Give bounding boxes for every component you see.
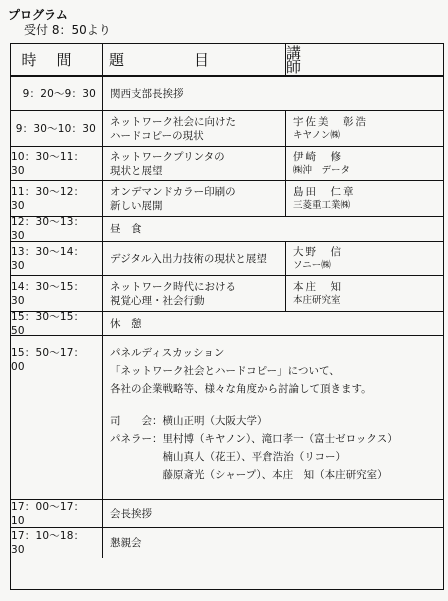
- session-time: 13：30～14：30: [11, 242, 103, 275]
- schedule-row: [11, 181, 443, 217]
- topic-line: ネットワーク社会に向けた: [110, 115, 236, 128]
- session-time: 15：30～15：50: [11, 312, 103, 335]
- speaker-affiliation: 三菱重工業㈱: [293, 199, 351, 211]
- schedule-row: [11, 242, 443, 276]
- schedule-row: [11, 147, 443, 181]
- session-topic: [103, 181, 286, 216]
- speaker-name: 大野 信: [293, 245, 343, 258]
- session-time: 15：50～17：00: [11, 336, 103, 499]
- session-time: 17：00～17：10: [11, 500, 103, 527]
- session-topic: [103, 147, 286, 180]
- speaker-name: 宇佐美 彰浩: [293, 115, 368, 128]
- schedule-row: [11, 312, 443, 336]
- panel-line: 司 会：横山正明（大阪大学）: [110, 415, 268, 427]
- speaker-affiliation: ソニー㈱: [293, 259, 331, 271]
- topic-line: 現状と展望: [110, 164, 163, 177]
- schedule-row: [11, 276, 443, 312]
- session-topic: 懇親会: [110, 537, 142, 549]
- speaker-affiliation: キヤノン㈱: [293, 129, 340, 141]
- topic-line: 関西支部長挨拶: [110, 87, 184, 100]
- speaker-affiliation: ㈱沖 データ: [293, 164, 351, 176]
- program-title: プログラム: [8, 8, 68, 22]
- topic-lines: [110, 150, 225, 178]
- session-topic: 会長挨拶: [110, 507, 152, 520]
- session-topic: [103, 242, 286, 275]
- column-header-time: 時間: [11, 44, 103, 75]
- session-topic: [103, 111, 286, 146]
- topic-lines: [110, 252, 267, 266]
- panel-line: パネラー：里村博（キヤノン）、滝口孝一（富士ゼロックス）: [110, 433, 398, 445]
- column-header-topic: 題目: [103, 44, 286, 75]
- topic-lines: [110, 280, 236, 308]
- program-table: [10, 43, 444, 590]
- panel-discussion-row: [11, 336, 443, 500]
- panel-line: 「ネットワーク社会とハードコピー」について、: [110, 365, 340, 377]
- session-speaker: [286, 111, 443, 146]
- speaker-name: 島田 仁章: [293, 185, 356, 198]
- speaker-name: 本庄 知: [293, 280, 343, 293]
- topic-line: ネットワークプリンタの: [110, 150, 225, 163]
- panel-line: 藤原斎光（シャープ）、本庄 知（本庄研究室）: [110, 469, 388, 481]
- topic-lines: [110, 87, 184, 101]
- speaker-name: 伊崎 修: [293, 150, 343, 163]
- schedule-row: [11, 77, 443, 111]
- topic-line: 新しい展開: [110, 199, 163, 212]
- speaker-affiliation: 本庄研究室: [293, 294, 341, 306]
- reception-time: 受付 8：50より: [24, 23, 111, 37]
- topic-line: オンデマンドカラー印刷の: [110, 185, 236, 198]
- topic-lines: [110, 222, 142, 236]
- topic-line: 休 憩: [110, 317, 142, 330]
- topic-line: 視覚心理・社会行動: [110, 294, 205, 307]
- panel-line: 各社の企業戦略等、様々な角度から討論して頂きます。: [110, 383, 372, 395]
- panel-line: 楠山真人（花王）、平倉浩治（リコー）: [110, 451, 347, 463]
- session-speaker: [286, 147, 443, 180]
- schedule-row: [11, 111, 443, 147]
- topic-line: デジタル入出力技術の現状と展望: [110, 252, 267, 265]
- session-topic: [103, 217, 443, 241]
- topic-lines: [110, 115, 236, 143]
- session-time: 9：20～9：30: [11, 77, 103, 110]
- session-time: 12：30～13：30: [11, 217, 103, 241]
- column-header-speaker: 講師: [286, 43, 392, 76]
- schedule-row: [11, 500, 443, 528]
- session-speaker: [286, 242, 443, 275]
- table-header-row: [11, 44, 443, 77]
- panel-discussion-content: [103, 336, 443, 499]
- topic-line: ネットワーク時代における: [110, 280, 236, 293]
- topic-lines: [110, 317, 142, 331]
- schedule-row: [11, 217, 443, 242]
- session-topic: [103, 77, 443, 110]
- session-topic: [103, 312, 443, 335]
- session-time: 17：10～18：30: [11, 528, 103, 558]
- session-time: 11：30～12：30: [11, 181, 103, 216]
- session-time: 10：30～11：30: [11, 147, 103, 180]
- session-time: 9：30～10：30: [11, 111, 103, 146]
- session-topic: [103, 276, 286, 311]
- session-speaker: [286, 181, 443, 216]
- session-speaker: [286, 276, 443, 311]
- session-time: 14：30～15：30: [11, 276, 103, 311]
- panel-line: パネルディスカッション: [110, 347, 225, 359]
- topic-line: 昼 食: [110, 223, 142, 235]
- program-header: [8, 8, 111, 38]
- topic-lines: [110, 185, 236, 213]
- schedule-row: [11, 528, 443, 558]
- topic-line: ハードコピーの現状: [110, 129, 204, 142]
